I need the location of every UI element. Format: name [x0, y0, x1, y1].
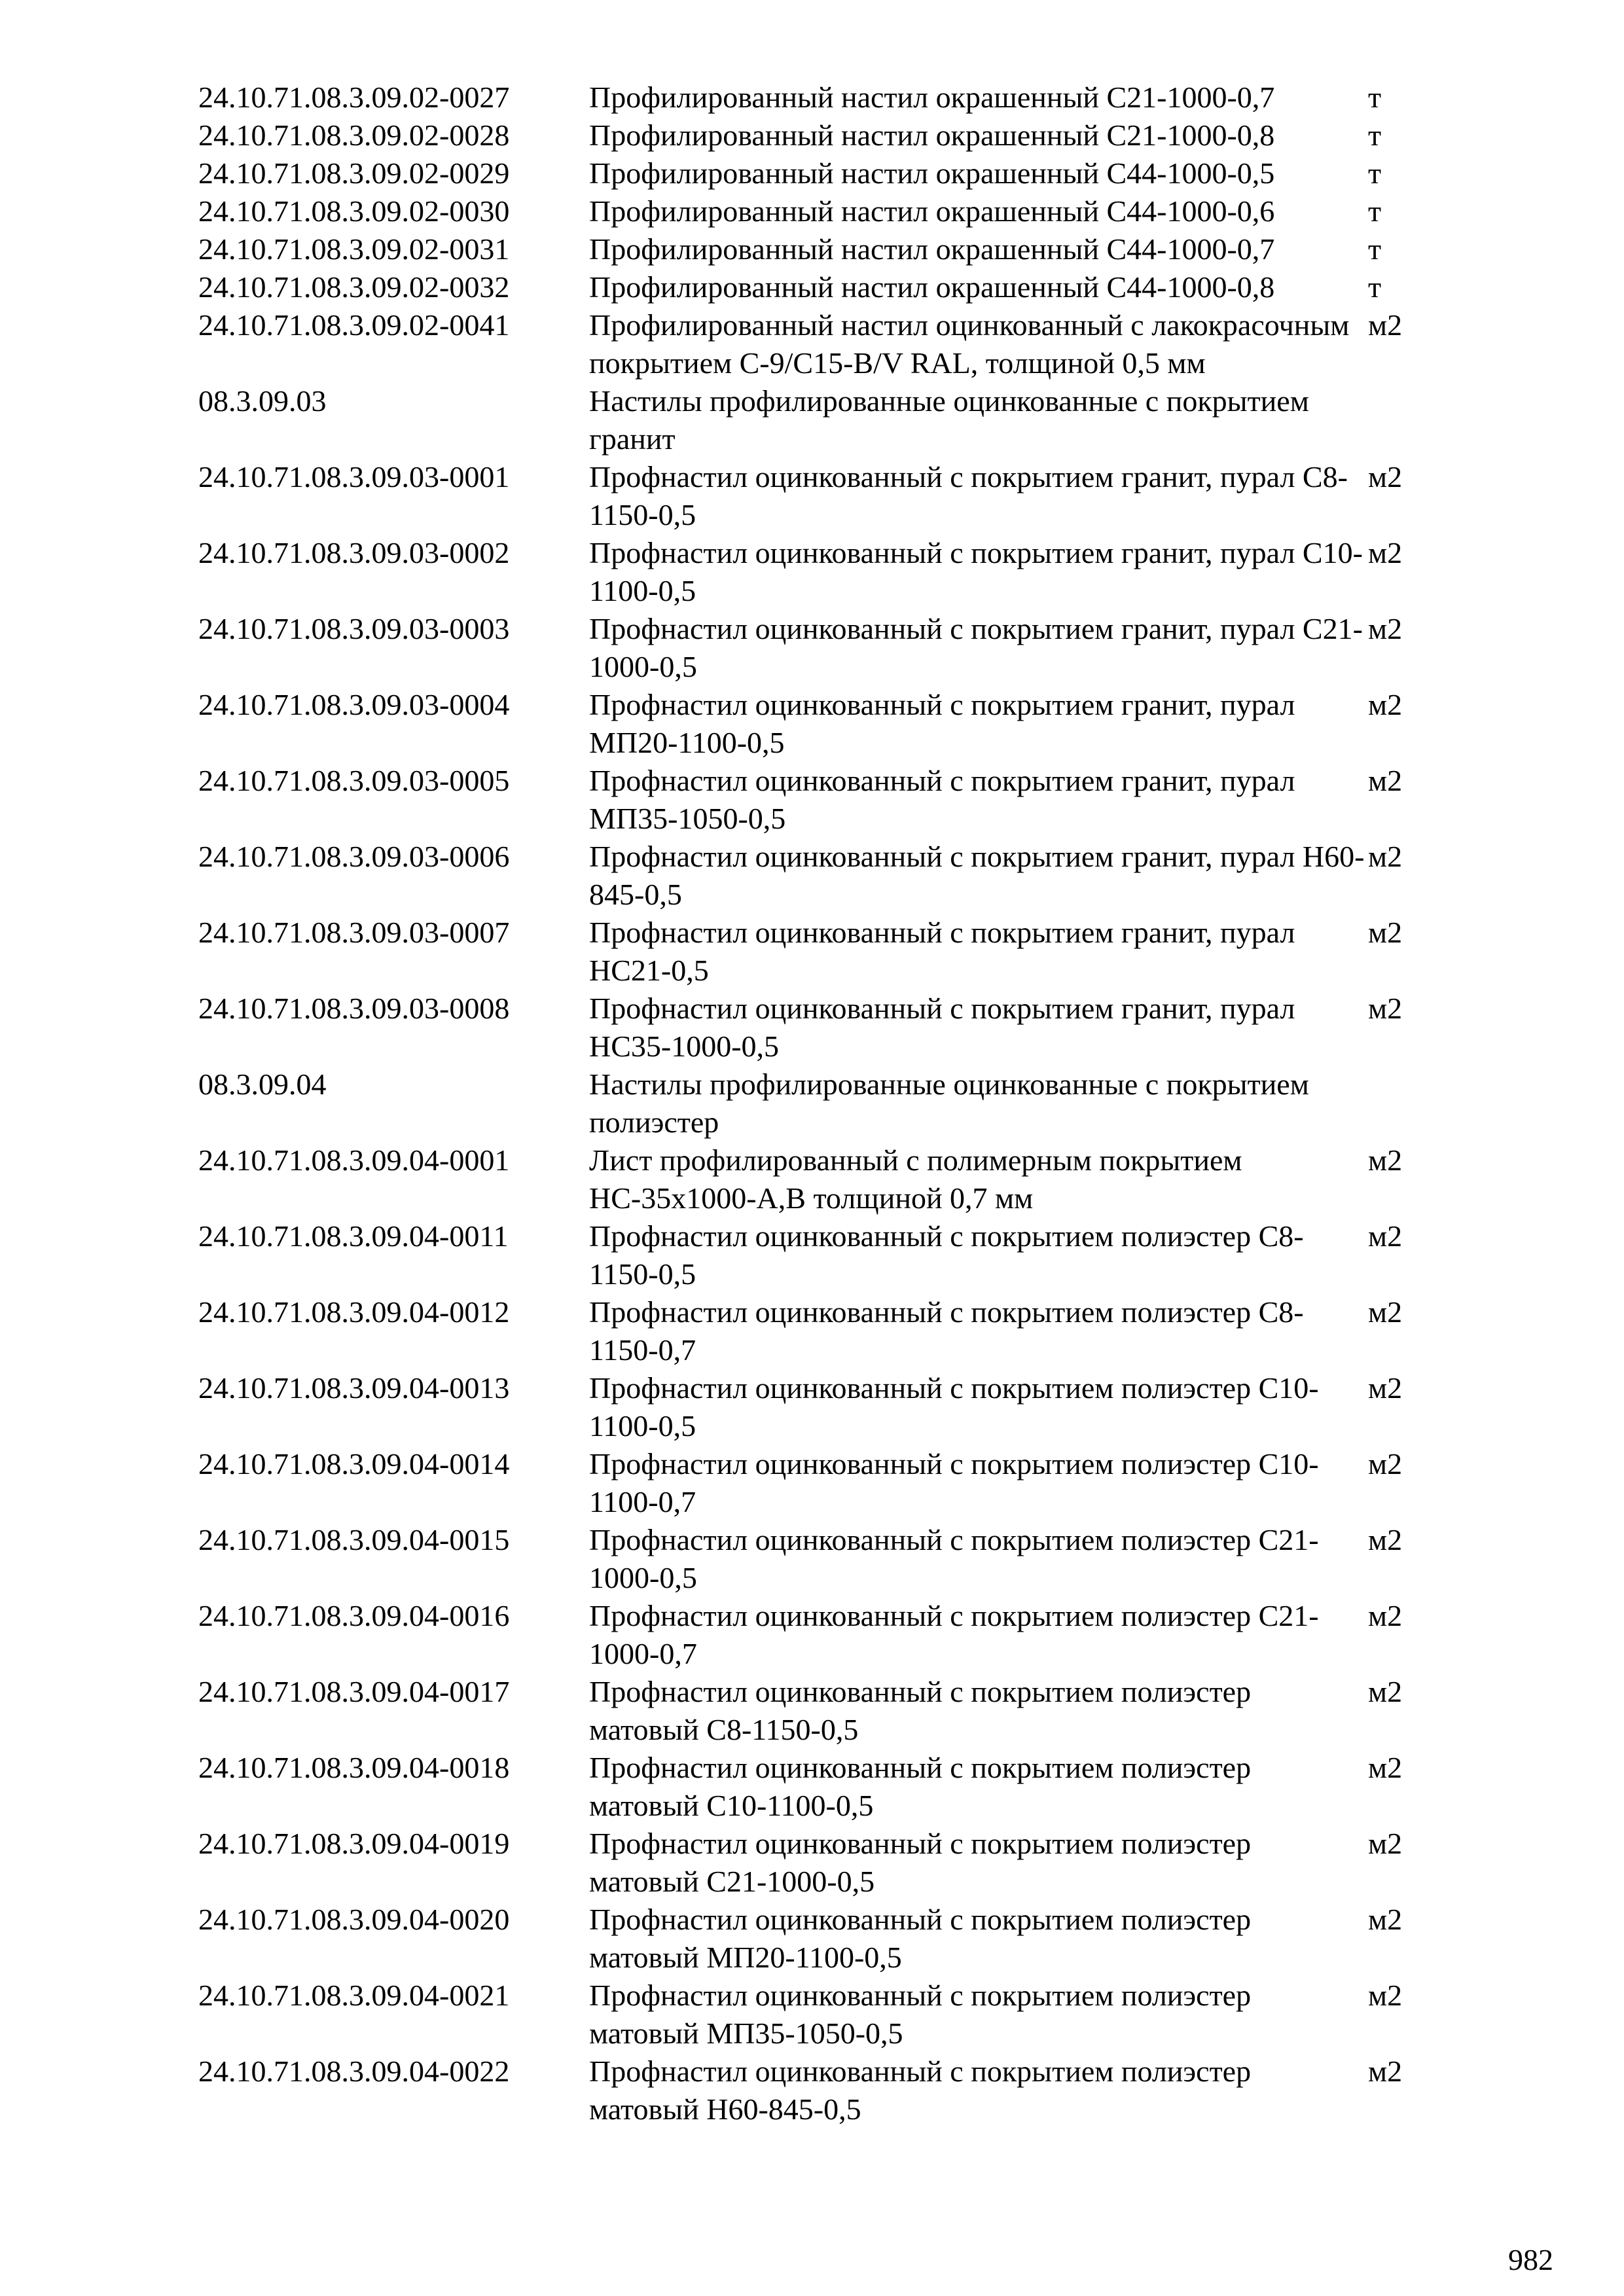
unit-of-measure: м2	[1368, 536, 1403, 569]
resource-code: 24.10.71.08.3.09.04-0012	[198, 1295, 510, 1329]
resource-name: Профнастил оцинкованный с покрытием полиэстер матовый С8-1150-0,5	[589, 1675, 1252, 1746]
unit-of-measure: м2	[1368, 1979, 1403, 2012]
resource-code: 24.10.71.08.3.09.04-0022	[198, 2054, 510, 2088]
unit-of-measure: м2	[1368, 1447, 1403, 1480]
unit-of-measure: т	[1368, 118, 1382, 152]
resource-name: Профнастил оцинкованный с покрытием полиэстер матовый С10-1100-0,5	[589, 1751, 1252, 1822]
unit-of-measure: м2	[1368, 612, 1403, 645]
section-header-row	[198, 1066, 1442, 1141]
resource-name: Профилированный настил окрашенный С21-1000-0,8	[589, 118, 1275, 152]
resource-name: Профнастил оцинкованный с покрытием гранит, пурал Н60-845-0,5	[589, 840, 1365, 911]
unit-of-measure: м2	[1368, 1219, 1403, 1253]
resource-code: 08.3.09.04	[198, 1067, 327, 1101]
resource-code: 24.10.71.08.3.09.02-0031	[198, 232, 510, 266]
resource-code: 24.10.71.08.3.09.04-0019	[198, 1827, 510, 1860]
unit-of-measure: т	[1368, 81, 1382, 114]
table-row	[198, 838, 1442, 914]
table-row	[198, 306, 1442, 382]
resource-name: Профилированный настил окрашенный С21-1000-0,7	[589, 81, 1275, 114]
table-row	[198, 1977, 1442, 2053]
resource-name: Профнастил оцинкованный с покрытием гранит, пурал С8-1150-0,5	[589, 460, 1348, 531]
resource-name: Профилированный настил окрашенный С44-1000-0,7	[589, 232, 1275, 266]
resource-name: Профнастил оцинкованный с покрытием гранит, пурал МП20-1100-0,5	[589, 688, 1295, 759]
table-row	[198, 1825, 1442, 1901]
table-row	[198, 117, 1442, 154]
section-header-row	[198, 382, 1442, 458]
unit-of-measure: м2	[1368, 1371, 1403, 1405]
resource-code: 24.10.71.08.3.09.02-0030	[198, 194, 510, 228]
unit-of-measure: м2	[1368, 1295, 1403, 1329]
unit-of-measure: м2	[1368, 1751, 1403, 1784]
table-row	[198, 1521, 1442, 1597]
resource-name: Профнастил оцинкованный с покрытием полиэстер С8-1150-0,7	[589, 1295, 1304, 1367]
unit-of-measure: м2	[1368, 1523, 1403, 1556]
resource-code: 24.10.71.08.3.09.04-0021	[198, 1979, 510, 2012]
resource-name: Профнастил оцинкованный с покрытием гранит, пурал НС35-1000-0,5	[589, 992, 1295, 1063]
page-number: 982	[1508, 2243, 1553, 2276]
table-row	[198, 990, 1442, 1066]
unit-of-measure: т	[1368, 156, 1382, 190]
resource-name: Настилы профилированные оцинкованные с покрытием гранит	[589, 384, 1309, 456]
resource-code: 24.10.71.08.3.09.02-0041	[198, 308, 510, 342]
resource-code: 24.10.71.08.3.09.03-0004	[198, 688, 510, 721]
table-row	[198, 1217, 1442, 1293]
resource-code: 24.10.71.08.3.09.03-0003	[198, 612, 510, 645]
unit-of-measure: м2	[1368, 1827, 1403, 1860]
table-row	[198, 192, 1442, 230]
unit-of-measure: м2	[1368, 1599, 1403, 1632]
resource-code: 24.10.71.08.3.09.03-0007	[198, 916, 510, 949]
resource-name: Профнастил оцинкованный с покрытием полиэстер С21-1000-0,7	[589, 1599, 1319, 1670]
table-row	[198, 686, 1442, 762]
resource-name: Профнастил оцинкованный с покрытием гранит, пурал С21-1000-0,5	[589, 612, 1363, 683]
resource-name: Профилированный настил оцинкованный с лакокрасочным покрытием С-9/С15-В/V RAL, толщиной 0,5 мм	[589, 308, 1350, 380]
table-row	[198, 762, 1442, 838]
table-row	[198, 79, 1442, 117]
table-row	[198, 2053, 1442, 2128]
resource-name: Профилированный настил окрашенный С44-1000-0,5	[589, 156, 1275, 190]
table-row	[198, 154, 1442, 192]
resource-code: 24.10.71.08.3.09.04-0013	[198, 1371, 510, 1405]
resource-name: Профилированный настил окрашенный С44-1000-0,8	[589, 270, 1275, 304]
resource-code: 24.10.71.08.3.09.03-0002	[198, 536, 510, 569]
table-row	[198, 268, 1442, 306]
table-row	[198, 610, 1442, 686]
resource-name: Лист профилированный с полимерным покрытием НС-35х1000-А,В толщиной 0,7 мм	[589, 1143, 1242, 1215]
resource-name: Профнастил оцинкованный с покрытием гранит, пурал С10-1100-0,5	[589, 536, 1363, 607]
table-row	[198, 230, 1442, 268]
table-row	[198, 1597, 1442, 1673]
resource-code: 24.10.71.08.3.09.03-0006	[198, 840, 510, 873]
resource-code: 24.10.71.08.3.09.02-0029	[198, 156, 510, 190]
unit-of-measure: м2	[1368, 1903, 1403, 1936]
resource-name: Профнастил оцинкованный с покрытием полиэстер С10-1100-0,5	[589, 1371, 1319, 1443]
resource-code: 24.10.71.08.3.09.02-0027	[198, 81, 510, 114]
resource-name: Профнастил оцинкованный с покрытием полиэстер С10-1100-0,7	[589, 1447, 1319, 1518]
resource-code: 08.3.09.03	[198, 384, 327, 418]
unit-of-measure: м2	[1368, 992, 1403, 1025]
unit-of-measure: м2	[1368, 460, 1403, 493]
table-row	[198, 1141, 1442, 1217]
resource-code: 24.10.71.08.3.09.04-0014	[198, 1447, 510, 1480]
resource-name: Профнастил оцинкованный с покрытием полиэстер матовый Н60-845-0,5	[589, 2054, 1252, 2126]
unit-of-measure: м2	[1368, 308, 1403, 342]
resource-name: Профилированный настил окрашенный С44-1000-0,6	[589, 194, 1275, 228]
resource-code: 24.10.71.08.3.09.04-0011	[198, 1219, 509, 1253]
table-row	[198, 1293, 1442, 1369]
table-row	[198, 1749, 1442, 1825]
unit-of-measure: т	[1368, 194, 1382, 228]
resource-code: 24.10.71.08.3.09.04-0020	[198, 1903, 510, 1936]
unit-of-measure: м2	[1368, 916, 1403, 949]
resource-name: Профнастил оцинкованный с покрытием полиэстер матовый МП20-1100-0,5	[589, 1903, 1252, 1974]
resource-code: 24.10.71.08.3.09.02-0032	[198, 270, 510, 304]
resource-name: Профнастил оцинкованный с покрытием полиэстер матовый МП35-1050-0,5	[589, 1979, 1252, 2050]
table-row	[198, 1901, 1442, 1977]
resource-code: 24.10.71.08.3.09.04-0018	[198, 1751, 510, 1784]
unit-of-measure: м2	[1368, 1675, 1403, 1708]
resource-code: 24.10.71.08.3.09.02-0028	[198, 118, 510, 152]
table-row	[198, 914, 1442, 990]
table-row	[198, 458, 1442, 534]
resource-name: Настилы профилированные оцинкованные с покрытием полиэстер	[589, 1067, 1309, 1139]
resource-code: 24.10.71.08.3.09.04-0001	[198, 1143, 510, 1177]
resource-code: 24.10.71.08.3.09.04-0016	[198, 1599, 510, 1632]
resource-code: 24.10.71.08.3.09.03-0001	[198, 460, 510, 493]
resource-code: 24.10.71.08.3.09.04-0017	[198, 1675, 510, 1708]
resource-name: Профнастил оцинкованный с покрытием полиэстер С21-1000-0,5	[589, 1523, 1319, 1594]
resource-code: 24.10.71.08.3.09.03-0008	[198, 992, 510, 1025]
unit-of-measure: м2	[1368, 764, 1403, 797]
resource-name: Профнастил оцинкованный с покрытием гранит, пурал МП35-1050-0,5	[589, 764, 1295, 835]
table-row	[198, 1369, 1442, 1445]
table-row	[198, 1445, 1442, 1521]
resource-name: Профнастил оцинкованный с покрытием гранит, пурал НС21-0,5	[589, 916, 1295, 987]
unit-of-measure: т	[1368, 270, 1382, 304]
resource-name: Профнастил оцинкованный с покрытием полиэстер матовый С21-1000-0,5	[589, 1827, 1252, 1898]
unit-of-measure: м2	[1368, 1143, 1403, 1177]
unit-of-measure: м2	[1368, 840, 1403, 873]
resource-code: 24.10.71.08.3.09.03-0005	[198, 764, 510, 797]
unit-of-measure: м2	[1368, 688, 1403, 721]
unit-of-measure: т	[1368, 232, 1382, 266]
resource-code: 24.10.71.08.3.09.04-0015	[198, 1523, 510, 1556]
table-row	[198, 534, 1442, 610]
table-row	[198, 1673, 1442, 1749]
classifier-table	[198, 79, 1442, 2128]
resource-name: Профнастил оцинкованный с покрытием полиэстер С8-1150-0,5	[589, 1219, 1304, 1291]
unit-of-measure: м2	[1368, 2054, 1403, 2088]
